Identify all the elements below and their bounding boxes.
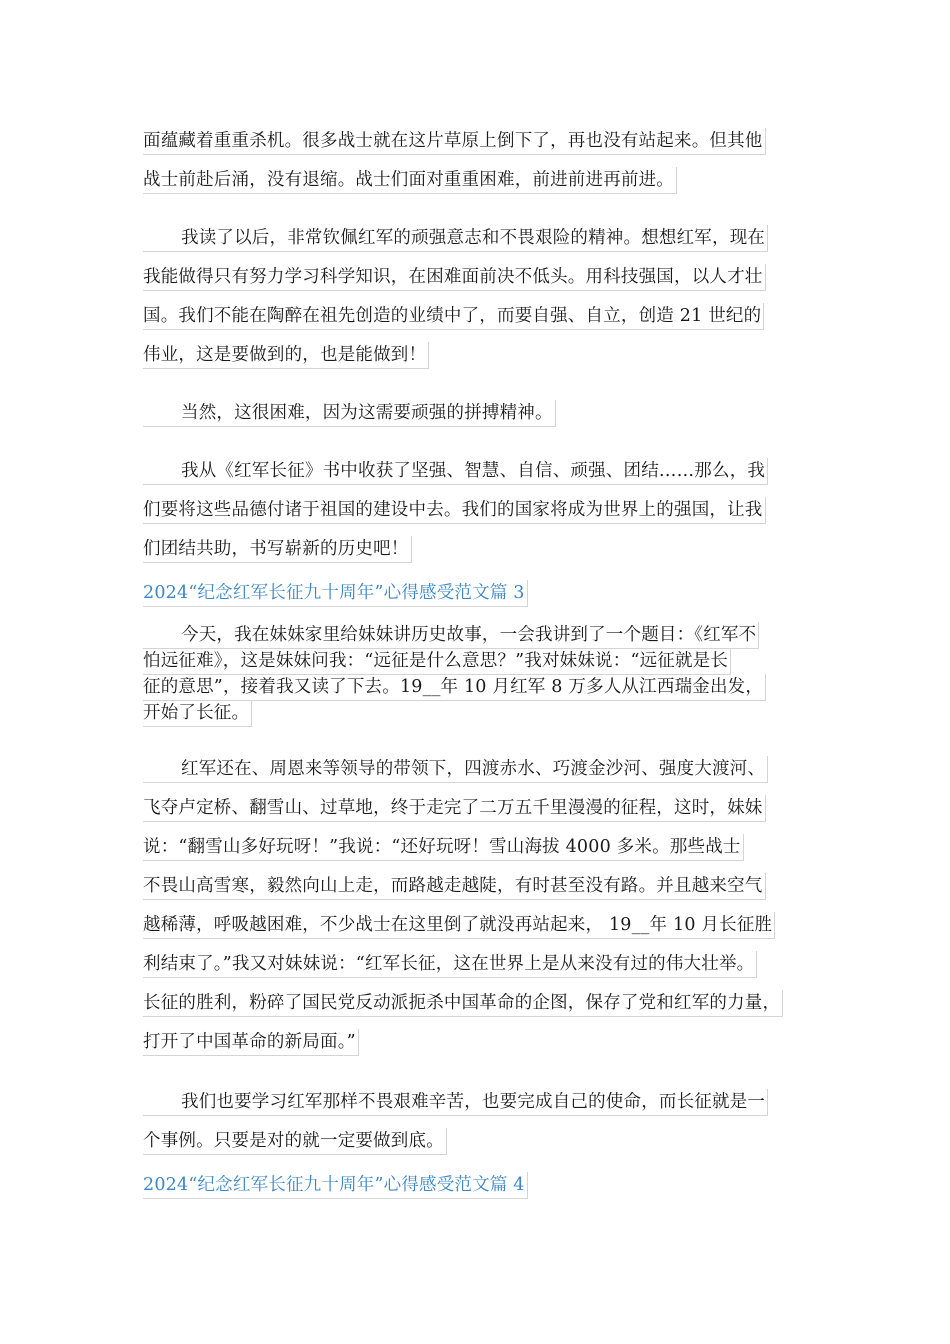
paragraph-line: 越稀薄，呼吸越困难，不少战士在这里倒了就没再站起来， 19__年 10 月长征胜 bbox=[143, 912, 775, 939]
paragraph-line: 我能做得只有努力学习科学知识，在困难面前决不低头。用科技强国，以人才壮 bbox=[143, 264, 766, 291]
paragraph-line: 红军还在、周恩来等领导的带领下，四渡赤水、巧渡金沙河、强度大渡河、 bbox=[143, 756, 768, 783]
section-heading: 2024“纪念红军长征九十周年”心得感受范文篇 4 bbox=[143, 1172, 528, 1199]
paragraph-line: 今天，我在妹妹家里给妹妹讲历史故事，一会我讲到了一个题目：《红军不 bbox=[143, 622, 759, 649]
paragraph-line: 我从《红军长征》书中收获了坚强、智慧、自信、顽强、团结……那么，我 bbox=[143, 458, 768, 485]
paragraph-line: 面蕴藏着重重杀机。很多战士就在这片草原上倒下了，再也没有站起来。但其他 bbox=[143, 128, 766, 155]
paragraph-line: 我们也要学习红军那样不畏艰难辛苦，也要完成自己的使命，而长征就是一 bbox=[143, 1089, 768, 1116]
paragraph-line: 怕远征难》，这是妹妹问我：“远征是什么意思？”我对妹妹说：“远征就是长 bbox=[143, 648, 731, 675]
paragraph-line: 们团结共助，书写崭新的历史吧！ bbox=[143, 536, 412, 563]
paragraph-line: 征的意思”，接着我又读了下去。19__年 10 月红军 8 万多人从江西瑞金出发， bbox=[143, 674, 766, 701]
paragraph-line: 打开了中国革命的新局面。” bbox=[143, 1029, 359, 1056]
paragraph-line: 说：“翻雪山多好玩呀！”我说：“还好玩呀！雪山海拔 4000 多米。那些战士 bbox=[143, 834, 744, 861]
paragraph-line: 国。我们不能在陶醉在祖先创造的业绩中了，而要自强、自立，创造 21 世纪的 bbox=[143, 303, 764, 330]
paragraph-line: 个事例。只要是对的就一定要做到底。 bbox=[143, 1128, 447, 1155]
section-heading: 2024“纪念红军长征九十周年”心得感受范文篇 3 bbox=[143, 580, 528, 607]
paragraph-line: 长征的胜利，粉碎了国民党反动派扼杀中国革命的企图，保存了党和红军的力量， bbox=[143, 990, 783, 1017]
paragraph-line: 开始了长征。 bbox=[143, 700, 252, 727]
paragraph-line: 我读了以后，非常钦佩红军的顽强意志和不畏艰险的精神。想想红军，现在 bbox=[143, 225, 768, 252]
paragraph-line: 不畏山高雪寒，毅然向山上走，而路越走越陡，有时甚至没有路。并且越来空气 bbox=[143, 873, 766, 900]
paragraph-line: 飞夺卢定桥、翻雪山、过草地，终于走完了二万五千里漫漫的征程，这时，妹妹 bbox=[143, 795, 766, 822]
paragraph-line: 战士前赴后涌，没有退缩。战士们面对重重困难，前进前进再前进。 bbox=[143, 167, 677, 194]
paragraph-line: 伟业，这是要做到的，也是能做到！ bbox=[143, 342, 429, 369]
paragraph-line: 当然，这很困难，因为这需要顽强的拼搏精神。 bbox=[143, 400, 556, 427]
paragraph-line: 们要将这些品德付诸于祖国的建设中去。我们的国家将成为世界上的强国，让我 bbox=[143, 497, 766, 524]
paragraph-line: 利结束了。”我又对妹妹说：“红军长征，这在世界上是从来没有过的伟大壮举。 bbox=[143, 951, 757, 978]
